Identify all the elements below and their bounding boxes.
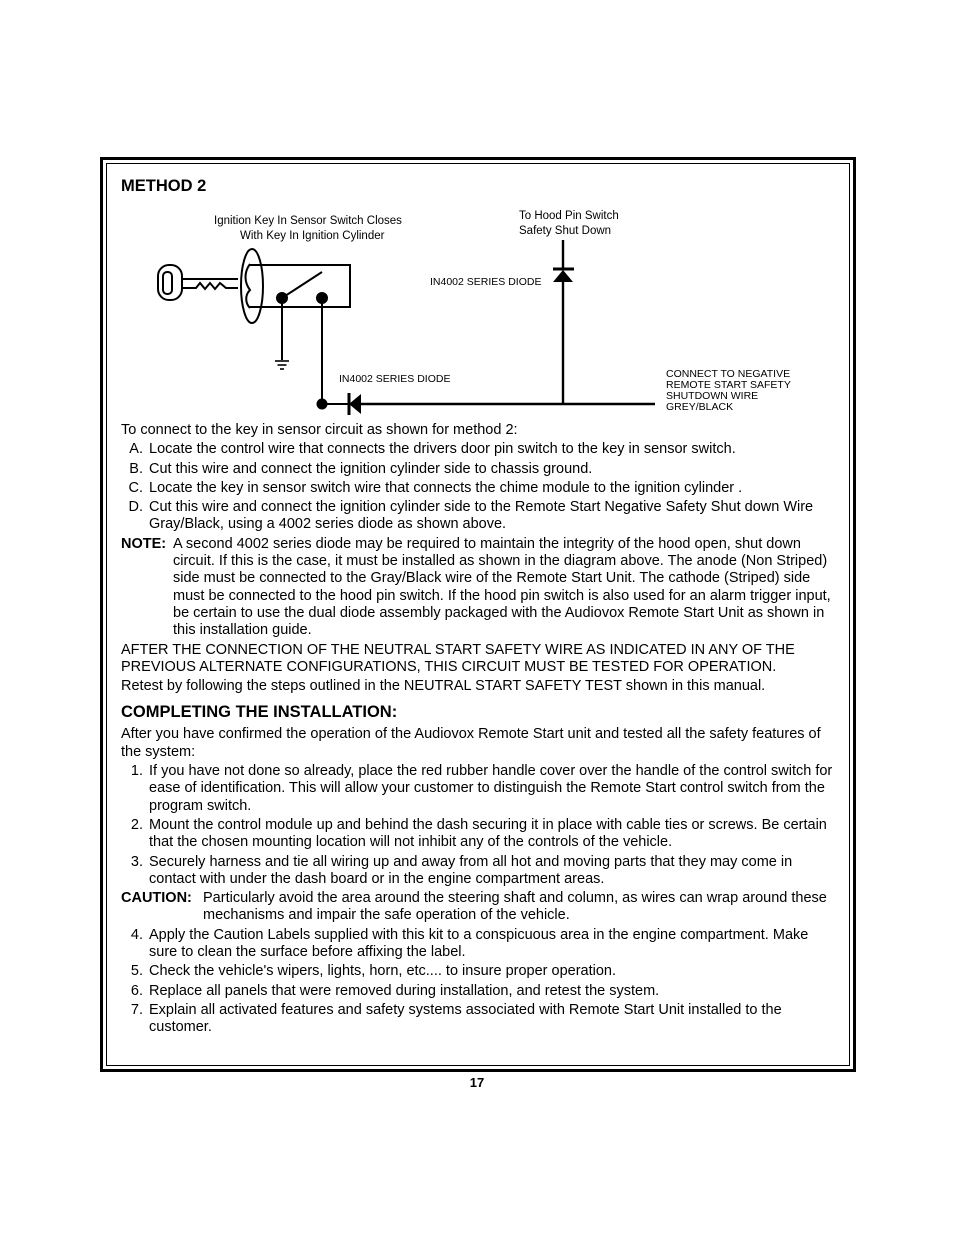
list-item-marker: 5. xyxy=(130,963,143,980)
method-title: METHOD 2 xyxy=(121,177,207,195)
list-item-text: Apply the Caution Labels supplied with this kit to a conspicuous area in the engine compartment. Make sure to clean the surface before affixing the label. xyxy=(149,926,809,961)
note-block xyxy=(121,536,837,640)
list-item xyxy=(121,480,837,497)
key-sensor-label-line2: With Key In Ignition Cylinder xyxy=(240,230,385,242)
list-item xyxy=(121,1002,837,1037)
top-diode-label: IN4002 SERIES DIODE xyxy=(430,276,542,288)
list-item xyxy=(121,461,837,478)
list-item-marker: 4. xyxy=(130,926,143,943)
connect-label-line3: SHUTDOWN WIRE xyxy=(666,390,759,402)
bottom-diode-label: IN4002 SERIES DIODE xyxy=(339,373,451,385)
list-item xyxy=(121,441,837,458)
list-item xyxy=(121,963,837,980)
list-item-text: Securely harness and tie all wiring up and away from all hot and moving parts that they may come in contact with under the dash board or in the engine compartment areas. xyxy=(149,853,793,887)
page-number: 17 xyxy=(469,1075,485,1090)
list-item-text: Replace all panels that were removed during installation, and retest the system. xyxy=(149,982,660,999)
list-item-text: Explain all activated features and safety systems associated with Remote Start Unit installed to the customer. xyxy=(149,1001,782,1036)
caution-text: Particularly avoid the area around the steering shaft and column, as wires can wrap around these mechanisms and impair the safe operation of the vehicle. xyxy=(203,890,827,924)
page-content xyxy=(121,172,837,1037)
list-item-marker: A. xyxy=(129,441,143,458)
install-steps-list-a xyxy=(121,763,837,888)
caution-label: CAUTION: xyxy=(121,890,192,907)
list-item-text: Locate the key in sensor switch wire that connects the chime module to the ignition cylinder . xyxy=(149,479,743,496)
list-item xyxy=(121,763,837,815)
list-item xyxy=(121,499,837,534)
note-label: NOTE: xyxy=(121,535,167,552)
completing-intro: After you have confirmed the operation of the Audiovox Remote Start unit and tested all the safety features of the system: xyxy=(121,726,821,760)
diagram-spacer xyxy=(121,200,837,422)
list-item-marker: 2. xyxy=(130,816,143,833)
list-item-marker: 3. xyxy=(130,853,143,870)
note-text: A second 4002 series diode may be required to maintain the integrity of the hood open, shut down circuit. If this is the case, it must be installed as shown in the diagram above. The anode (Non Striped) side must be connected to the Gray/Black wire of the Remote Start Unit. The cathode (Striped) side must be connected to the hood pin switch. If the hood pin switch is also used for an alarm trigger input, be certain to use the dual diode assembly packaged with the Audiovox Remote Start Unit as shown in this installation guide. xyxy=(173,535,831,639)
retest-text: Retest by following the steps outlined in the NEUTRAL START SAFETY TEST shown in this manual. xyxy=(121,678,766,695)
completing-title: COMPLETING THE INSTALLATION: xyxy=(121,703,398,722)
hood-pin-label-line1: To Hood Pin Switch xyxy=(519,210,619,222)
steps-list xyxy=(121,441,837,533)
list-item-marker: B. xyxy=(129,460,143,477)
hood-pin-label-line2: Safety Shut Down xyxy=(519,225,612,237)
list-item-text: Check the vehicle's wipers, lights, horn, etc.... to insure proper operation. xyxy=(149,963,617,980)
list-item xyxy=(121,927,837,962)
list-item xyxy=(121,817,837,852)
list-item-marker: 6. xyxy=(130,982,143,999)
list-item xyxy=(121,854,837,889)
list-item-marker: 7. xyxy=(130,1001,143,1018)
list-item-marker: C. xyxy=(128,479,143,496)
list-item-text: Cut this wire and connect the ignition cylinder side to the Remote Start Negative Safety Shut down Wire Gray/Black, using a 4002 series diode as shown above. xyxy=(149,499,814,533)
list-item-text: If you have not done so already, place the red rubber handle cover over the handle of the control switch for ease of identification. This will allow your customer to distinguish the Remote Start control switch from the program switch. xyxy=(149,763,833,814)
after-connection-text: AFTER THE CONNECTION OF THE NEUTRAL START SAFETY WIRE AS INDICATED IN ANY OF THE PREVIOUS ALTERNATE CONFIGURATIONS, THIS CIRCUIT MUST BE TESTED FOR OPERATION. xyxy=(121,641,795,675)
list-item-marker: D. xyxy=(128,499,143,516)
intro-text: To connect to the key in sensor circuit as shown for method 2: xyxy=(121,422,518,438)
caution-block xyxy=(121,890,837,925)
connect-label-line1: CONNECT TO NEGATIVE xyxy=(666,368,791,380)
key-sensor-label-line1: Ignition Key In Sensor Switch Closes xyxy=(214,215,402,227)
install-steps-list-b xyxy=(121,927,837,1037)
list-item xyxy=(121,983,837,1000)
list-item-text: Mount the control module up and behind the dash securing it in place with cable ties or screws. Be certain that the chosen mounting location will not inhibit any of the controls of the vehicle. xyxy=(149,816,827,851)
list-item-text: Locate the control wire that connects the drivers door pin switch to the key in sensor switch. xyxy=(149,441,736,458)
connect-label-line2: REMOTE START SAFETY xyxy=(666,379,791,391)
list-item-marker: 1. xyxy=(130,763,143,780)
list-item-text: Cut this wire and connect the ignition cylinder side to chassis ground. xyxy=(149,460,593,477)
connect-label-line4: GREY/BLACK xyxy=(666,401,734,413)
